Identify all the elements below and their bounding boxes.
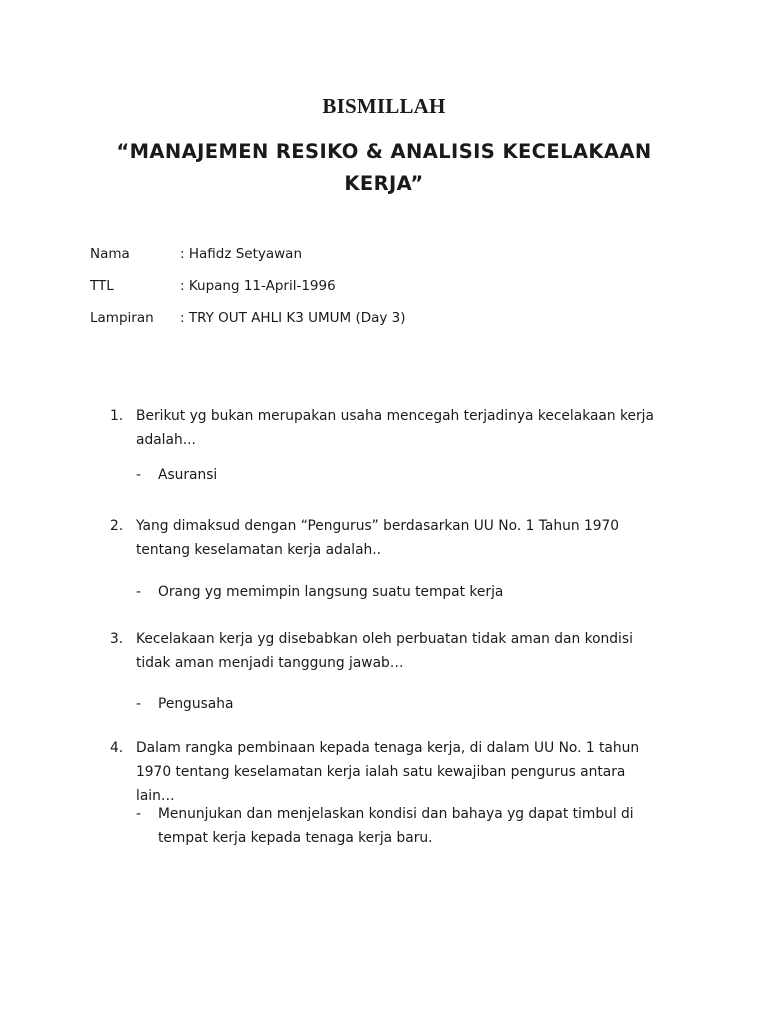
answer-text: Pengusaha xyxy=(158,696,234,712)
info-value: : Hafidz Setyawan xyxy=(180,246,303,262)
answer-bullet: - xyxy=(136,467,141,483)
info-label: Lampiran xyxy=(90,310,154,326)
info-label: TTL xyxy=(90,278,114,294)
answer-text: Orang yg memimpin langsung suatu tempat kerja xyxy=(158,584,504,600)
question-text: Yang dimaksud dengan “Pengurus” berdasarkan UU No. 1 Tahun 1970 tentang keselamatan kerja adalah.. xyxy=(136,518,620,558)
question-number: 1. xyxy=(110,408,124,424)
question-text: Kecelakaan kerja yg disebabkan oleh perbuatan tidak aman dan kondisi tidak aman menjadi tanggung jawab… xyxy=(136,631,633,671)
info-value: : TRY OUT AHLI K3 UMUM (Day 3) xyxy=(180,310,406,326)
answer-bullet: - xyxy=(136,696,141,712)
info-value: : Kupang 11-April-1996 xyxy=(180,278,336,294)
answer-bullet: - xyxy=(136,806,141,822)
answer-text: Menunjukan dan menjelaskan kondisi dan bahaya yg dapat timbul di tempat kerja kepada tenaga kerja baru. xyxy=(158,806,634,846)
answer-bullet: - xyxy=(136,584,141,600)
question-number: 3. xyxy=(110,631,124,647)
answer-text: Asuransi xyxy=(158,467,218,483)
document-title: BISMILLAH xyxy=(322,94,446,118)
question-text: Dalam rangka pembinaan kepada tenaga kerja, di dalam UU No. 1 tahun 1970 tentang keselamatan kerja ialah satu kewajiban pengurus antara lain… xyxy=(136,740,640,804)
document-subtitle: “MANAJEMEN RESIKO & ANALISIS KECELAKAAN KERJA” xyxy=(116,140,652,195)
question-number: 4. xyxy=(110,740,124,756)
info-label: Nama xyxy=(90,246,130,262)
question-text: Berikut yg bukan merupakan usaha mencegah terjadinya kecelakaan kerja adalah... xyxy=(136,408,654,448)
question-number: 2. xyxy=(110,518,124,534)
